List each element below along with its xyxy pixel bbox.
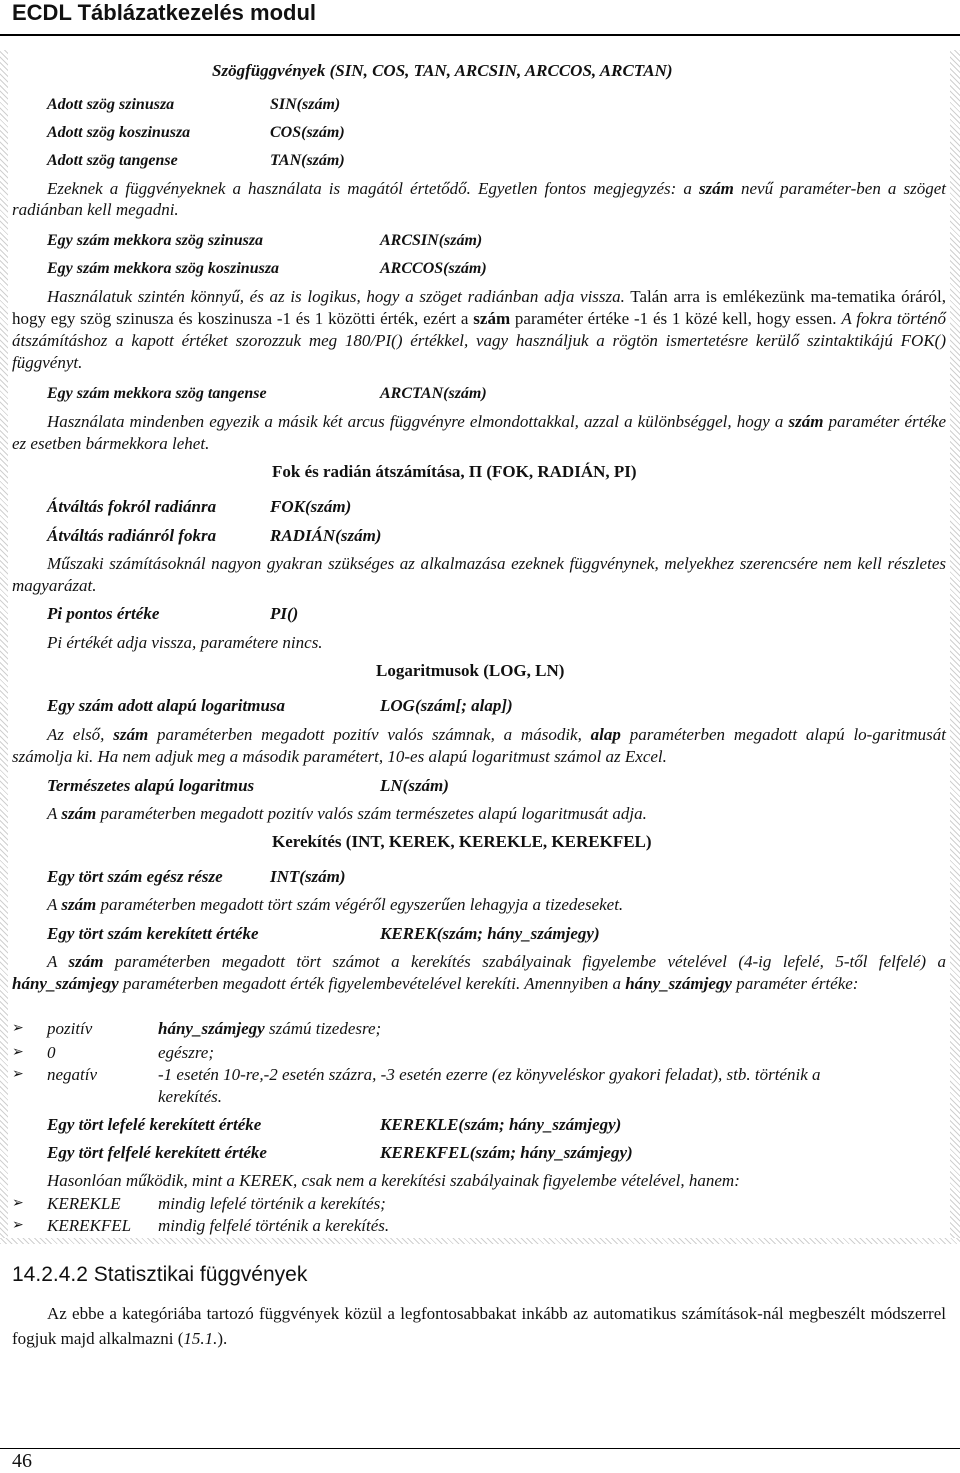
kerek-note-text-2: paraméterben megadott tört számot a kerekítés szabályainak figyelembe vételével (4-ig lefelé, 5-től felfelé) a: [103, 952, 946, 971]
trig-label-tan: Adott szög tangense: [47, 152, 178, 169]
chevron-bullet-icon: ➢: [12, 1196, 24, 1211]
bottom-hatch-border: [0, 1238, 960, 1244]
pi-func: PI(): [270, 604, 299, 623]
trig-note-bold: szám: [698, 179, 734, 198]
log-note-text-2: paraméterben megadott pozitív valós számnak, a második,: [148, 725, 591, 744]
deg-label-radian-text: Átváltás radiánról fokra: [47, 526, 217, 545]
arc-label-cos: Egy szám mekkora szög koszinusza: [47, 260, 280, 277]
kl-note: Hasonlóan működik, mint a KEREK, csak nem a kerekítési szabályainak figyelembe vételével, hanem:: [47, 1171, 740, 1190]
kerek-note-bold-2: hány_számjegy: [12, 974, 119, 993]
bullet-value-negative-cont: kerekítés.: [158, 1087, 223, 1106]
right-hatch-border: [950, 50, 960, 1240]
log-label: Egy szám adott alapú logaritmusa: [47, 696, 286, 715]
kerek-note-bold-1: szám: [68, 952, 104, 971]
stat-paragraph: [12, 1301, 946, 1351]
arctan-note-text: Használata mindenben egyezik a másik két arcus függvényre elmondottakkal, azzal a különbséggel, hogy a: [47, 412, 789, 431]
chevron-bullet-icon: ➢: [12, 1067, 24, 1082]
trig-func-sin: SIN(szám): [270, 96, 341, 113]
kerek-note: [12, 951, 946, 995]
kerek-label: Egy tört szám kerekített értéke: [47, 924, 259, 943]
section-heading-round: Kerekítés (INT, KEREK, KEREKLE, KEREKFEL): [272, 832, 652, 851]
log-note-text-3: paraméterben megadott alapú lo-garitmusát számolja ki. Ha nem adjuk meg a második paramétert, 10-es alapú logaritmust számol az Excel.: [12, 725, 946, 766]
bullet-value-zero: egészre;: [158, 1043, 215, 1062]
document-header: ECDL Táblázatkezelés modul: [12, 0, 317, 25]
log-note-text: Az első,: [47, 725, 114, 744]
trig-label-sin: Adott szög szinusza: [47, 96, 175, 113]
arc-note: [12, 286, 946, 374]
log-note-bold-2: alap: [590, 725, 621, 744]
section-heading-stat: 14.2.4.2 Statisztikai függvények: [12, 1263, 308, 1286]
arc-func-cos: ARCCOS(szám): [380, 260, 487, 277]
cross-reference-link[interactable]: 15.1.: [183, 1329, 218, 1348]
kerekle-label: Egy tört lefelé kerekített értéke: [47, 1115, 262, 1134]
kerekle-func: KEREKLE(szám; hány_számjegy): [380, 1115, 622, 1134]
trig-func-tan: TAN(szám): [270, 152, 345, 169]
ln-label: Természetes alapú logaritmus: [47, 776, 255, 795]
kerekfel-func: KEREKFEL(szám; hány_számjegy): [380, 1143, 633, 1162]
int-note: [47, 894, 623, 916]
arctan-note-bold: szám: [788, 412, 824, 431]
arctan-note-text-2: paraméter értéke ez esetben bármekkora lehet.: [12, 412, 946, 453]
stat-paragraph-text: Az ebbe a kategóriába tartozó függvények közül a legfontosabbakat inkább az automatikus számítások-nál megbeszélt módszerrel fogjuk majd alkalmazni (: [12, 1304, 946, 1348]
deg-func-fok-text: FOK(szám): [270, 497, 352, 516]
footer-rule: [0, 1448, 960, 1449]
deg-label-radian: [47, 525, 216, 547]
chevron-bullet-icon: ➢: [12, 1021, 24, 1036]
ln-note-text: A: [47, 804, 62, 823]
arctan-func: ARCTAN(szám): [380, 385, 487, 402]
kerek-note-text-4: paraméter értéke:: [731, 974, 859, 993]
kerek-note-bold-3: hány_számjegy: [625, 974, 732, 993]
deg-func-radian: [270, 525, 381, 547]
pi-note: Pi értékét adja vissza, paramétere nincs.: [47, 633, 323, 652]
bullet-value-negative: -1 esetén 10-re,-2 esetén százra, -3 esetén ezerre (ez könyveléskor gyakori feladat), stb. történik a: [158, 1065, 821, 1084]
ln-note: [47, 803, 647, 825]
trig-note-text-2: nevű paraméter-ben a szöget radiánban kell megadni.: [12, 179, 947, 219]
kerek-note-text: A: [47, 952, 69, 971]
arc-note-italic-2: A fokra történő átszámításhoz a kapott értéket szorozzuk meg 180/PI() értékkel, vagy használjuk a rögtön ismertetésre kerülő szintaktikájú FOK() függvényt.: [12, 309, 946, 372]
kerek-func: KEREK(szám; hány_számjegy): [380, 924, 600, 943]
trig-note-text: Ezeknek a függvényeknek a használata is magától értetődő. Egyetlen fontos megjegyzés: a: [47, 179, 699, 198]
arc-label-sin: Egy szám mekkora szög szinusza: [47, 232, 264, 249]
int-note-bold: szám: [61, 895, 97, 914]
kl-bullet-value-2: mindig felfelé történik a kerekítés.: [158, 1216, 390, 1235]
deg-note: Műszaki számításoknál nagyon gyakran szükséges az alkalmazása ezeknek függvénynek, melyekhez szerencsére nem kell részletes magyarázat.: [12, 554, 946, 595]
log-func: LOG(szám[; alap]): [380, 696, 513, 715]
ln-note-text-2: paraméterben megadott pozitív valós szám természetes alapú logaritmusát adja.: [96, 804, 647, 823]
kerekfel-label: Egy tört felfelé kerekített értéke: [47, 1143, 267, 1162]
section-heading-deg: Fok és radián átszámítása, Π (FOK, RADIÁN, PI): [272, 462, 637, 481]
deg-func-radian-text: RADIÁN(szám): [270, 526, 382, 545]
trig-note: [12, 178, 946, 220]
deg-label-fok-text: Átváltás fokról radiánra: [47, 497, 217, 516]
header-rule: [0, 34, 960, 36]
section-heading-log: Logaritmusok (LOG, LN): [376, 661, 565, 680]
chevron-bullet-icon: ➢: [12, 1045, 24, 1060]
trig-label-cos: Adott szög koszinusza: [47, 124, 191, 141]
deg-label-fok: [47, 496, 216, 518]
kerek-note-text-3: paraméterben megadott érték figyelembevételével kerekíti. Amennyiben a: [118, 974, 626, 993]
section-heading-trig: Szögfüggvények (SIN, COS, TAN, ARCSIN, ARCCOS, ARCTAN): [212, 61, 673, 80]
arc-note-bold: szám: [473, 309, 511, 328]
arc-note-text-2: paraméter értéke -1 és 1 közé kell, hogy essen.: [510, 309, 842, 328]
int-note-text: A: [47, 895, 62, 914]
page-number: 46: [12, 1450, 32, 1472]
bullet-value-positive: [158, 1018, 381, 1040]
arc-note-italic: Használatuk szintén könnyű, és az is logikus, hogy a szöget radiánban adja vissza.: [47, 287, 625, 306]
arctan-note: [12, 411, 946, 455]
ln-note-bold: szám: [61, 804, 97, 823]
bullet-value-positive-text: számú tizedesre;: [264, 1019, 382, 1038]
trig-func-cos: COS(szám): [270, 124, 345, 141]
bullet-key-zero: 0: [47, 1043, 56, 1062]
kl-bullet-key-1: KEREKLE: [47, 1194, 121, 1213]
left-hatch-border: [0, 50, 8, 1240]
ln-func: LN(szám): [380, 776, 449, 795]
bullet-key-negative: negatív: [47, 1065, 98, 1084]
log-note-bold-1: szám: [113, 725, 149, 744]
int-note-text-2: paraméterben megadott tört szám végéről egyszerűen lehagyja a tizedeseket.: [96, 895, 624, 914]
arctan-label: Egy szám mekkora szög tangense: [47, 385, 267, 402]
pi-label: Pi pontos értéke: [47, 604, 160, 623]
int-func: INT(szám): [270, 867, 346, 886]
log-note: [12, 724, 946, 768]
deg-func-fok: [270, 496, 351, 518]
kl-bullet-value-1: mindig lefelé történik a kerekítés;: [158, 1194, 386, 1213]
kl-bullet-key-2: KEREKFEL: [47, 1216, 132, 1235]
bullet-key-positive: pozitív: [47, 1019, 93, 1038]
int-label: Egy tört szám egész része: [47, 867, 223, 886]
bullet-value-positive-bold: hány_számjegy: [158, 1019, 265, 1038]
stat-paragraph-text-2: ).: [217, 1329, 228, 1348]
arc-note-text: Talán arra is emlékezünk ma-tematika óráról, hogy egy szög szinusza és koszinusza -1 és 1 közötti érték, ezért a: [12, 287, 946, 328]
arc-func-sin: ARCSIN(szám): [380, 232, 483, 249]
chevron-bullet-icon: ➢: [12, 1218, 24, 1233]
